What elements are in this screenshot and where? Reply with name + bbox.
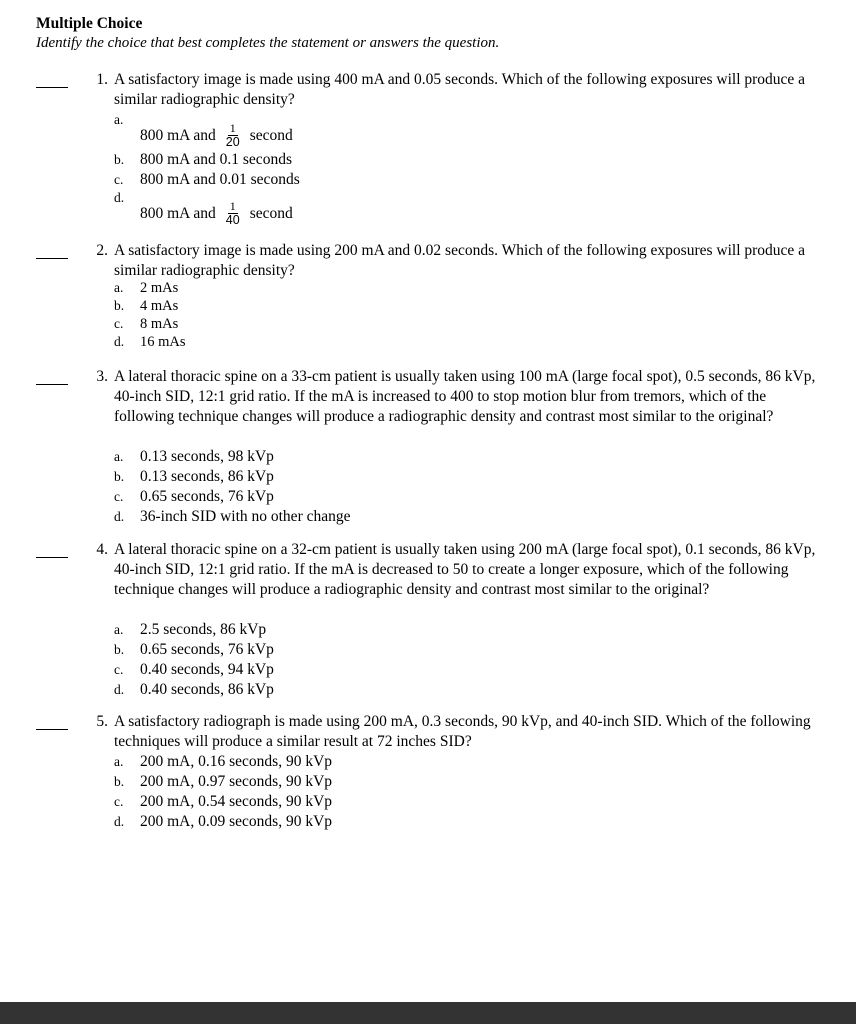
option-c[interactable]	[114, 792, 820, 812]
option-letter: d.	[114, 682, 125, 697]
option-text: 800 mA and 0.01 seconds	[140, 171, 300, 188]
option-text	[140, 122, 293, 149]
option-letter: c.	[114, 172, 124, 187]
option-prefix: 800 mA and	[140, 126, 216, 144]
answer-blank-1[interactable]	[36, 87, 68, 88]
option-b[interactable]	[114, 640, 820, 660]
option-letter: b.	[114, 298, 125, 313]
option-text: 2 mAs	[140, 280, 179, 296]
option-text: 200 mA, 0.97 seconds, 90 kVp	[140, 773, 333, 790]
option-letter: b.	[114, 469, 125, 484]
option-text: 200 mA, 0.09 seconds, 90 kVp	[140, 813, 333, 830]
section-header	[36, 14, 499, 53]
option-a[interactable]	[114, 112, 820, 150]
question-number: 4.	[96, 541, 108, 558]
question-stem: A satisfactory radiograph is made using 200 mA, 0.3 seconds, 90 kVp, and 40-inch SID. Which of the following techniques will produce a similar result at 72 inches SID?	[114, 713, 811, 750]
option-text: 0.65 seconds, 76 kVp	[140, 488, 274, 505]
option-a[interactable]	[114, 447, 820, 467]
fraction-denominator: 20	[225, 135, 240, 149]
fraction-numerator: 1	[229, 199, 236, 213]
option-letter: c.	[114, 794, 124, 809]
option-letter: d.	[114, 509, 125, 524]
option-letter: b.	[114, 152, 125, 167]
option-letter: c.	[114, 489, 124, 504]
option-text: 200 mA, 0.16 seconds, 90 kVp	[140, 753, 333, 770]
option-letter: d.	[114, 190, 125, 205]
option-letter: c.	[114, 662, 124, 677]
option-text: 0.40 seconds, 94 kVp	[140, 661, 274, 678]
option-letter: d.	[114, 334, 125, 349]
option-letter: b.	[114, 642, 125, 657]
section-title: Multiple Choice	[36, 15, 143, 32]
option-list	[114, 447, 820, 527]
option-a[interactable]	[114, 752, 820, 772]
answer-blank-5[interactable]	[36, 729, 68, 730]
option-prefix: 800 mA and	[140, 204, 216, 222]
answer-blank-3[interactable]	[36, 384, 68, 385]
option-d[interactable]	[114, 333, 820, 351]
option-text: 0.40 seconds, 86 kVp	[140, 681, 274, 698]
option-letter: a.	[114, 449, 124, 464]
option-text: 4 mAs	[140, 298, 179, 314]
option-text: 0.65 seconds, 76 kVp	[140, 641, 274, 658]
option-list	[114, 752, 820, 832]
option-c[interactable]	[114, 170, 820, 190]
option-text: 800 mA and 0.1 seconds	[140, 151, 292, 168]
answer-blank-2[interactable]	[36, 258, 68, 259]
fraction-numerator: 1	[229, 121, 236, 135]
fraction-denominator: 40	[225, 213, 240, 227]
question-number: 2.	[96, 242, 108, 259]
question-number: 5.	[96, 713, 108, 730]
option-text: 0.13 seconds, 98 kVp	[140, 448, 274, 465]
question-stem: A satisfactory image is made using 200 mA and 0.02 seconds. Which of the following exposures will produce a similar radiographic density?	[114, 242, 806, 279]
option-d[interactable]	[114, 507, 820, 527]
option-text	[140, 200, 293, 227]
fraction	[224, 200, 242, 227]
option-b[interactable]	[114, 150, 820, 170]
option-b[interactable]	[114, 297, 820, 315]
option-c[interactable]	[114, 487, 820, 507]
question-number: 1.	[96, 71, 108, 88]
option-a[interactable]	[114, 620, 820, 640]
option-b[interactable]	[114, 467, 820, 487]
option-d[interactable]	[114, 190, 820, 230]
option-a[interactable]	[114, 279, 820, 297]
option-d[interactable]	[114, 812, 820, 832]
bottom-bar	[0, 1002, 856, 1024]
option-letter: b.	[114, 774, 125, 789]
question-stem: A lateral thoracic spine on a 32-cm patient is usually taken using 200 mA (large focal spot), 0.1 seconds, 86 kVp, 40-inch SID, 12:1 grid ratio. If the mA is decreased to 50 to create a longer exposure, which of the following technique changes will produce a radiographic density and contrast most similar to the original?	[114, 541, 816, 598]
option-list	[114, 112, 820, 230]
option-text: 16 mAs	[140, 334, 186, 350]
option-c[interactable]	[114, 315, 820, 333]
option-text: 36-inch SID with no other change	[140, 508, 351, 525]
option-letter: a.	[114, 112, 124, 127]
option-d[interactable]	[114, 680, 820, 700]
option-c[interactable]	[114, 660, 820, 680]
option-list	[114, 279, 820, 351]
option-list	[114, 620, 820, 700]
option-letter: d.	[114, 814, 125, 829]
option-suffix: second	[249, 126, 293, 144]
option-letter: a.	[114, 622, 124, 637]
option-suffix: second	[249, 204, 293, 222]
answer-blank-4[interactable]	[36, 557, 68, 558]
option-text: 200 mA, 0.54 seconds, 90 kVp	[140, 793, 333, 810]
option-letter: a.	[114, 754, 124, 769]
option-b[interactable]	[114, 772, 820, 792]
option-text: 2.5 seconds, 86 kVp	[140, 621, 267, 638]
section-instructions: Identify the choice that best completes the statement or answers the question.	[36, 35, 500, 51]
option-letter: a.	[114, 280, 124, 295]
option-text: 0.13 seconds, 86 kVp	[140, 468, 274, 485]
option-letter: c.	[114, 316, 124, 331]
fraction	[224, 122, 242, 149]
option-text: 8 mAs	[140, 316, 179, 332]
question-number: 3.	[96, 368, 108, 385]
question-stem: A satisfactory image is made using 400 mA and 0.05 seconds. Which of the following exposures will produce a similar radiographic density?	[114, 71, 806, 108]
question-stem: A lateral thoracic spine on a 33-cm patient is usually taken using 100 mA (large focal spot), 0.5 seconds, 86 kVp, 40-inch SID, 12:1 grid ratio. If the mA is increased to 400 to stop motion blur from tremors, which of the following technique changes will produce a radiographic density and contrast most similar to the original?	[114, 368, 816, 425]
